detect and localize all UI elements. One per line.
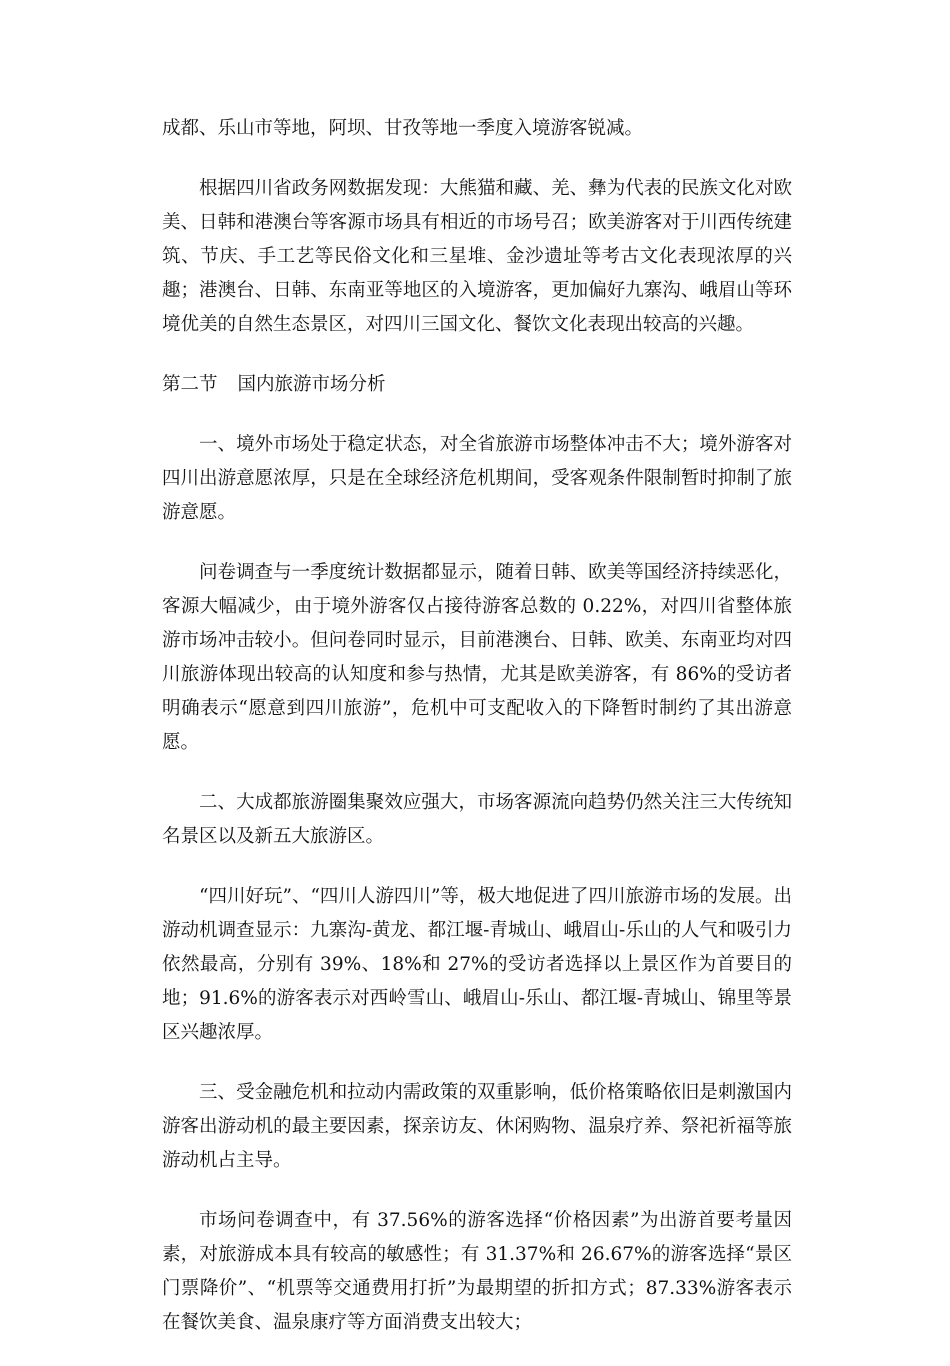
paragraph-3: 一、境外市场处于稳定状态，对全省旅游市场整体冲击不大；境外游客对四川出游意愿浓厚，只是在全球经济危机期间，受客观条件限制暂时抑制了旅游意愿。 bbox=[162, 434, 792, 523]
paragraph-6: “四川好玩”、“四川人游四川”等，极大地促进了四川旅游市场的发展。出游动机调查显示：九寨沟-黄龙、都江堰-青城山、峨眉山-乐山的人气和吸引力依然最高，分别有 39%、18%和 27%的受访者选择以上景区作为首要目的地；91.6%的游客表示对西岭雪山、峨眉山-乐山、都江堰-青城山、锦里等景区兴趣浓厚。 bbox=[162, 886, 792, 1043]
paragraph-5: 二、大成都旅游圈集聚效应强大，市场客源流向趋势仍然关注三大传统知名景区以及新五大旅游区。 bbox=[162, 792, 792, 847]
section-heading bbox=[162, 368, 792, 402]
section-title: 国内旅游市场分析 bbox=[237, 374, 386, 395]
paragraph-1: 成都、乐山市等地，阿坝、甘孜等地一季度入境游客锐减。 bbox=[162, 118, 644, 139]
document-body bbox=[162, 112, 792, 1366]
paragraph-2: 根据四川省政务网数据发现：大熊猫和藏、羌、彝为代表的民族文化对欧美、日韩和港澳台等客源市场具有相近的市场号召；欧美游客对于川西传统建筑、节庆、手工艺等民俗文化和三星堆、金沙遗址等考古文化表现浓厚的兴趣；港澳台、日韩、东南亚等地区的入境游客，更加偏好九寨沟、峨眉山等环境优美的自然生态景区，对四川三国文化、餐饮文化表现出较高的兴趣。 bbox=[162, 178, 792, 335]
section-number: 第二节 bbox=[162, 374, 218, 395]
paragraph-7: 三、受金融危机和拉动内需政策的双重影响，低价格策略依旧是刺激国内游客出游动机的最主要因素，探亲访友、休闲购物、温泉疗养、祭祀祈福等旅游动机占主导。 bbox=[162, 1082, 792, 1171]
paragraph-4: 问卷调查与一季度统计数据都显示，随着日韩、欧美等国经济持续恶化，客源大幅减少，由于境外游客仅占接待游客总数的 0.22%，对四川省整体旅游市场冲击较小。但问卷同时显示，目前港澳台、日韩、欧美、东南亚均对四川旅游体现出较高的认知度和参与热情，尤其是欧美游客，有 86%的受访者明确表示“愿意到四川旅游”，危机中可支配收入的下降暂时制约了其出游意愿。 bbox=[162, 562, 792, 753]
paragraph-8: 市场问卷调查中，有 37.56%的游客选择“价格因素”为出游首要考量因素，对旅游成本具有较高的敏感性；有 31.37%和 26.67%的游客选择“景区门票降价”、“机票等交通费用打折”为最期望的折扣方式；87.33%游客表示在餐饮美食、温泉康疗等方面消费支出较大； bbox=[162, 1210, 792, 1333]
